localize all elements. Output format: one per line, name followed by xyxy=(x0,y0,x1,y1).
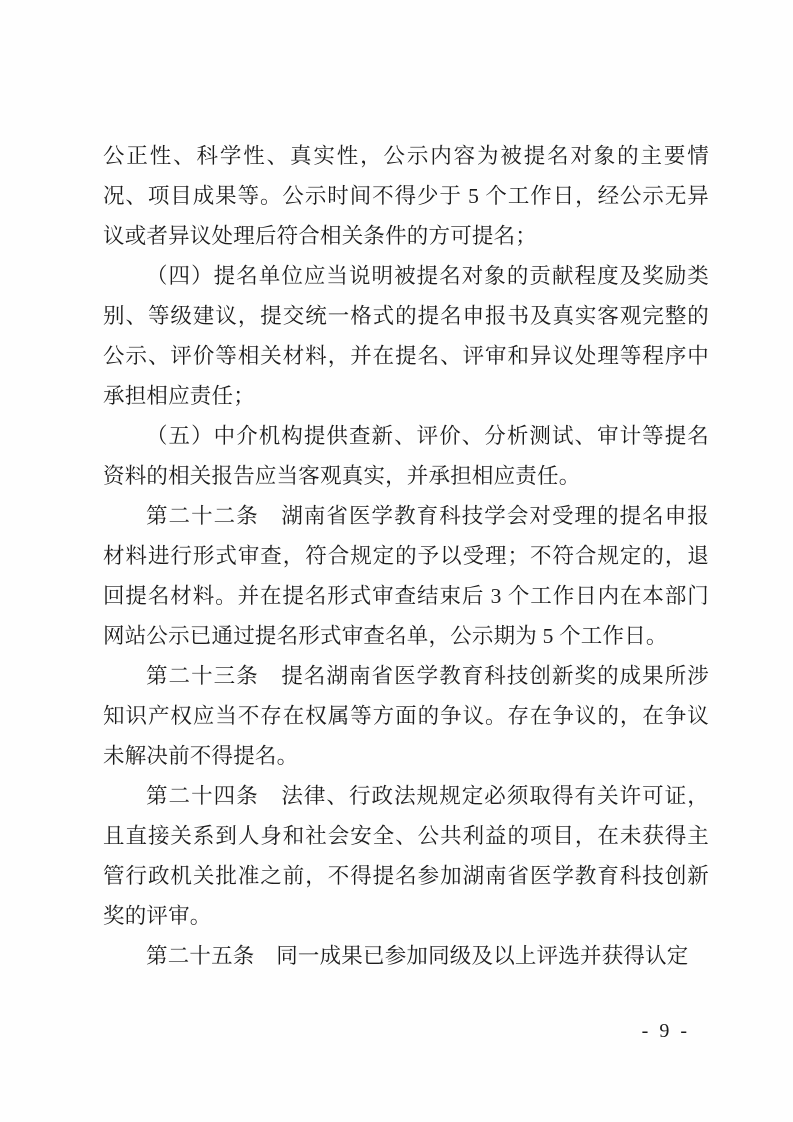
page-number: - 9 - xyxy=(641,1020,690,1042)
paragraph-item-4: （四）提名单位应当说明被提名对象的贡献程度及奖励类别、等级建议，提交统一格式的提名申报书及真实客观完整的公示、评价等相关材料，并在提名、评审和异议处理等程序中承担相应责任； xyxy=(103,264,709,408)
paragraph-article-25: 第二十五条 同一成果已参加同级及以上评选并获得认定 xyxy=(146,944,689,968)
paragraph-article-23: 第二十三条 提名湖南省医学教育科技创新奖的成果所涉知识产权应当不存在权属等方面的争议。存在争议的，在争议未解决前不得提名。 xyxy=(103,664,709,768)
paragraph-article-22: 第二十二条 湖南省医学教育科技学会对受理的提名申报材料进行形式审查，符合规定的予以受理；不符合规定的，退回提名材料。并在提名形式审查结束后 3 个工作日内在本部门网站公示已通过提名形式审查名单，公示期为 5 个工作日。 xyxy=(103,504,709,648)
paragraph-continuation: 公正性、科学性、真实性，公示内容为被提名对象的主要情况、项目成果等。公示时间不得少于 5 个工作日，经公示无异议或者异议处理后符合相关条件的方可提名； xyxy=(103,144,709,248)
paragraph-item-5: （五）中介机构提供查新、评价、分析测试、审计等提名资料的相关报告应当客观真实，并承担相应责任。 xyxy=(103,424,709,488)
document-body xyxy=(103,136,709,976)
paragraph-article-24: 第二十四条 法律、行政法规规定必须取得有关许可证，且直接关系到人身和社会安全、公共利益的项目，在未获得主管行政机关批准之前，不得提名参加湖南省医学教育科技创新奖的评审。 xyxy=(103,784,709,928)
